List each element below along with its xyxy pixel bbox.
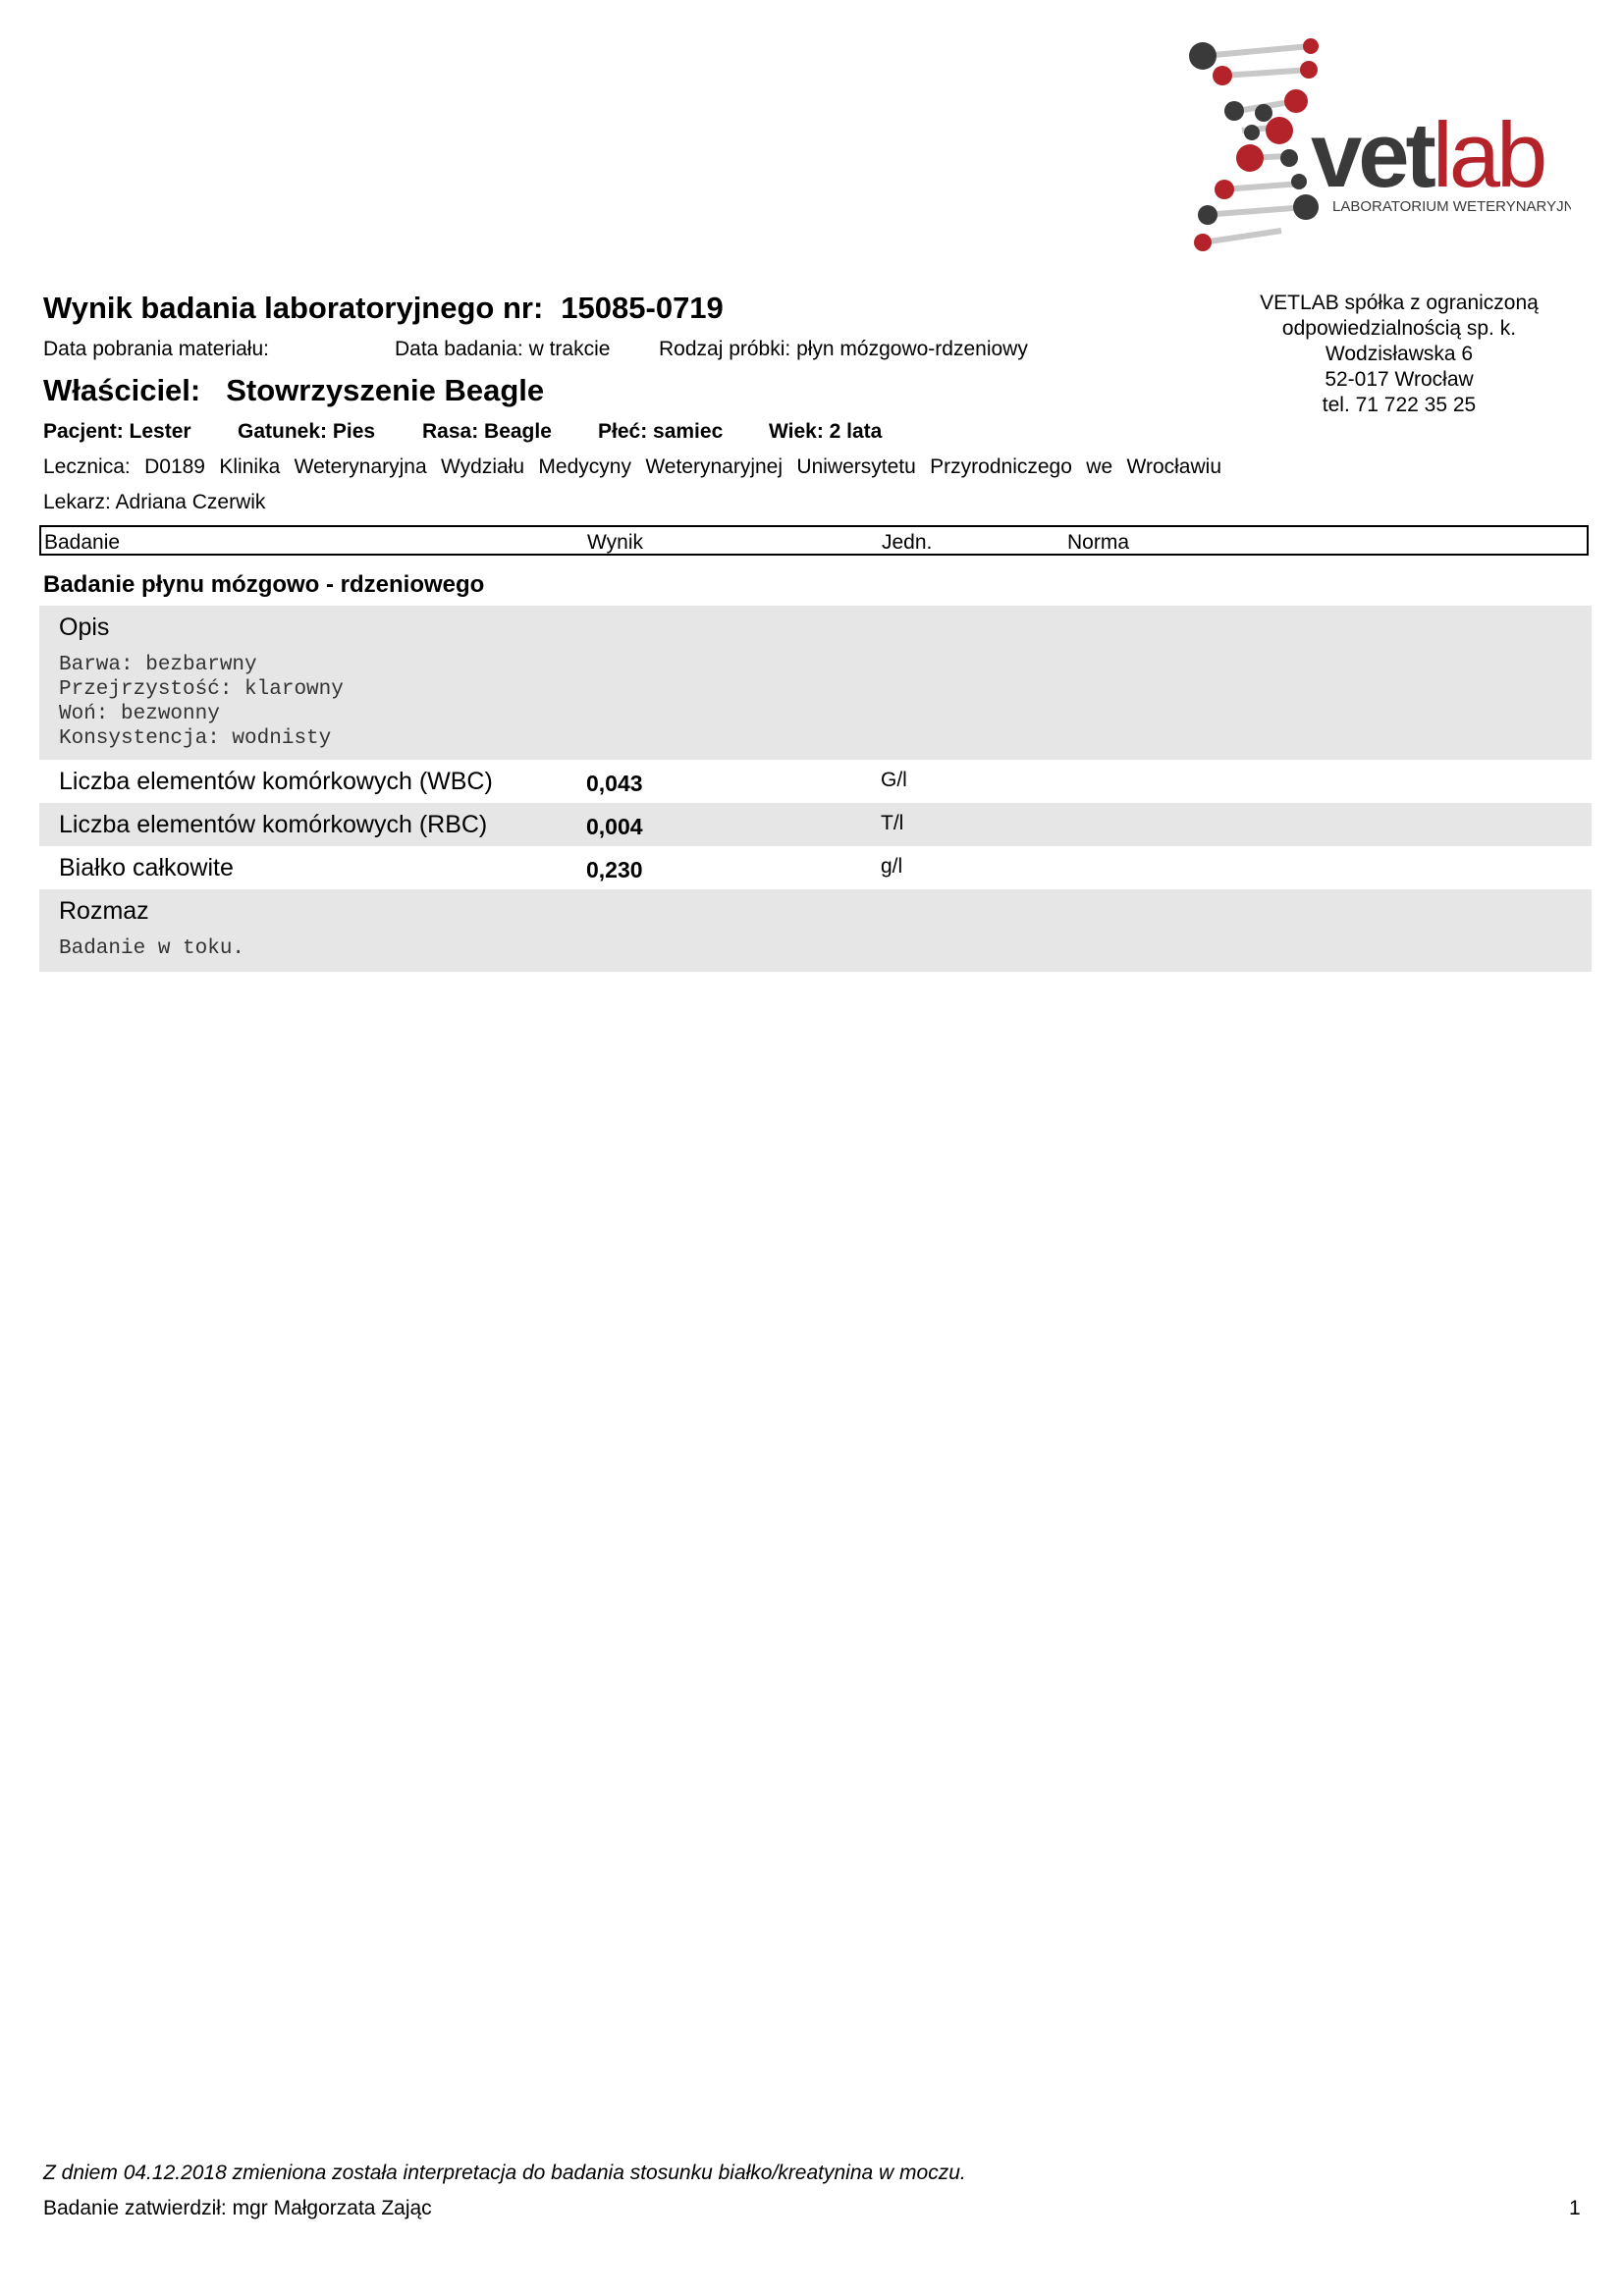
company-legal-form: odpowiedzialnością sp. k.: [1281, 317, 1517, 340]
result-name: Białko całkowite: [59, 854, 234, 881]
smear-block: [39, 889, 1592, 972]
header-norm: Norma: [1067, 531, 1130, 554]
smear-title: Rozmaz: [59, 897, 149, 925]
owner-name: Stowrzyszenie Beagle: [226, 373, 545, 407]
exam-date: Data badania: w trakcie: [395, 338, 611, 360]
description-line: Barwa: bezbarwny: [59, 654, 257, 676]
vetlab-logo: [1183, 34, 1571, 260]
company-address: [1222, 291, 1576, 418]
result-unit: g/l: [881, 855, 903, 878]
approved-by: Badanie zatwierdził: mgr Małgorzata Zając: [43, 2197, 432, 2219]
table-row: [39, 846, 1592, 889]
report-number: 15085-0719: [561, 291, 724, 325]
patient-name: Pacjent: Lester: [43, 420, 191, 443]
result-name: Liczba elementów komórkowych (RBC): [59, 811, 488, 838]
result-unit: T/l: [881, 812, 904, 834]
owner-label: Właściciel:: [43, 373, 201, 407]
result-value: 0,004: [586, 814, 643, 839]
clinic: Lecznica: D0189 Klinika Weterynaryjna Wydziału Medycyny Weterynaryjnej Uniwersytetu Przyrodniczego we Wrocławiu: [43, 455, 1221, 478]
sample-type: Rodzaj próbki: płyn mózgowo-rdzeniowy: [659, 338, 1028, 360]
description-line: Konsystencja: wodnisty: [59, 727, 332, 750]
header-unit: Jedn.: [882, 531, 933, 554]
logo-text-vet: vet: [1311, 103, 1433, 206]
result-value: 0,230: [586, 857, 643, 882]
table-row: [39, 803, 1592, 846]
patient-sex: Płeć: samiec: [598, 420, 724, 443]
logo-subtitle: LABORATORIUM WETERYNARYJNE: [1332, 198, 1571, 215]
doctor: Lekarz: Adriana Czerwik: [43, 491, 266, 513]
description-line: Woń: bezwonny: [59, 703, 220, 725]
header-result: Wynik: [587, 531, 643, 554]
description-title: Opis: [59, 614, 110, 641]
svg-text:vetlab: [1311, 103, 1544, 206]
table-row: [39, 760, 1592, 803]
dna-helix-icon: [1189, 38, 1319, 251]
footer-note: Z dniem 04.12.2018 zmieniona została interpretacja do badania stosunku białko/kreatynina w moczu.: [43, 2162, 966, 2184]
company-city: 52-017 Wrocław: [1325, 368, 1474, 391]
owner: [43, 373, 544, 408]
company-street: Wodzisławska 6: [1325, 343, 1474, 365]
report-title: [43, 291, 724, 326]
patient-age: Wiek: 2 lata: [769, 420, 883, 443]
logo-text-lab: lab: [1432, 103, 1544, 206]
smear-text: Badanie w toku.: [59, 937, 245, 960]
report-title-label: Wynik badania laboratoryjnego nr:: [43, 291, 544, 325]
company-phone: tel. 71 722 35 25: [1322, 394, 1477, 416]
description-block: [39, 606, 1592, 760]
description-line: Przejrzystość: klarowny: [59, 678, 344, 701]
patient-species: Gatunek: Pies: [238, 420, 376, 443]
patient-breed: Rasa: Beagle: [422, 420, 552, 443]
result-value: 0,043: [586, 771, 643, 796]
result-name: Liczba elementów komórkowych (WBC): [59, 768, 493, 795]
result-unit: G/l: [881, 769, 907, 791]
description-lines: [59, 653, 344, 751]
company-name: VETLAB spółka z ograniczoną: [1260, 292, 1539, 314]
page-number: 1: [1569, 2197, 1581, 2219]
collection-date-label: Data pobrania materiału:: [43, 338, 269, 360]
header-test: Badanie: [44, 531, 121, 554]
section-title: Badanie płynu mózgowo - rdzeniowego: [43, 571, 485, 598]
results-table-header: [39, 525, 1589, 556]
